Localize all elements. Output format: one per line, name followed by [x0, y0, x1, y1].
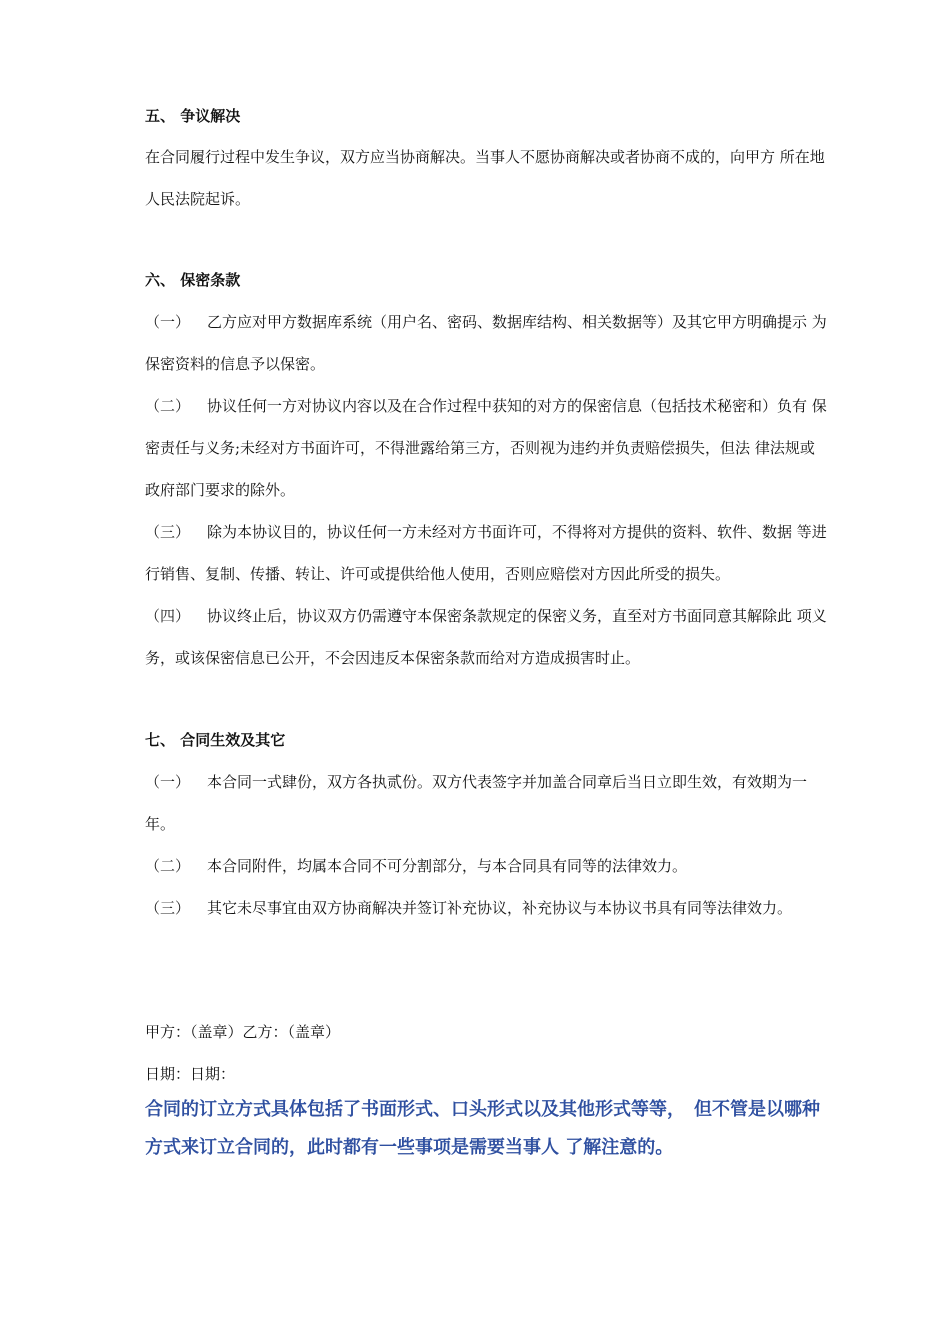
section-7-item-1-line-1	[145, 772, 873, 792]
section-5-heading: 五、 争议解决	[145, 107, 241, 125]
note-line-2: 方式来订立合同的，此时都有一些事项是需要当事人 了解注意的。	[145, 1137, 674, 1158]
section-6-item-4-line-1	[145, 606, 873, 626]
item-number: （四）	[145, 607, 191, 625]
section-6-heading: 六、 保密条款	[145, 271, 241, 289]
note-line-1: 合同的订立方式具体包括了书面形式、口头形式以及其他形式等等， 但不管是以哪种	[145, 1099, 820, 1120]
section-5-line-1: 在合同履行过程中发生争议，双方应当协商解决。当事人不愿协商解决或者协商不成的，向甲方 所在地	[145, 148, 825, 166]
section-6-item-2-line-1	[145, 396, 873, 416]
section-6-item-1-line-2: 保密资料的信息予以保密。	[145, 355, 326, 373]
item-text: 其它未尽事宜由双方协商解决并签订补充协议，补充协议与本协议书具有同等法律效力。	[207, 899, 793, 917]
section-6-item-1-line-1	[145, 312, 873, 332]
item-number: （一）	[145, 313, 191, 331]
item-text: 除为本协议目的，协议任何一方未经对方书面许可，不得将对方提供的资料、软件、数据 等进	[207, 523, 827, 541]
item-number: （二）	[145, 397, 191, 415]
item-text: 本合同一式肆份，双方各执贰份。双方代表签字并加盖合同章后当日立即生效，有效期为一	[207, 773, 808, 791]
item-number: （二）	[145, 857, 191, 875]
signature-dates: 日期：日期：	[145, 1065, 236, 1083]
section-6-item-3-line-1	[145, 522, 873, 542]
item-text: 本合同附件，均属本合同不可分割部分，与本合同具有同等的法律效力。	[207, 857, 688, 875]
item-text: 协议任何一方对协议内容以及在合作过程中获知的对方的保密信息（包括技术秘密和）负有 保	[207, 397, 827, 415]
item-number: （一）	[145, 773, 191, 791]
section-7-item-2-line-1	[145, 856, 873, 876]
item-number: （三）	[145, 523, 191, 541]
section-7-item-1-line-2: 年。	[145, 815, 176, 833]
section-6-item-2-line-2: 密责任与义务;未经对方书面许可，不得泄露给第三方，否则视为违约并负责赔偿损失，但法 律法规或	[145, 439, 815, 457]
item-number: （三）	[145, 899, 191, 917]
item-text: 乙方应对甲方数据库系统（用户名、密码、数据库结构、相关数据等）及其它甲方明确提示 为	[207, 313, 827, 331]
section-7-item-3-line-1	[145, 898, 873, 918]
section-6-item-2-line-3: 政府部门要求的除外。	[145, 481, 296, 499]
section-6-item-3-line-2: 行销售、复制、传播、转让、许可或提供给他人使用，否则应赔偿对方因此所受的损失。	[145, 565, 731, 583]
section-6-item-4-line-2: 务，或该保密信息已公开，不会因违反本保密条款而给对方造成损害时止。	[145, 649, 641, 667]
section-5-line-2: 人民法院起诉。	[145, 190, 251, 208]
signature-parties: 甲方：（盖章）乙方：（盖章）	[145, 1023, 341, 1041]
item-text: 协议终止后，协议双方仍需遵守本保密条款规定的保密义务，直至对方书面同意其解除此 项义	[207, 607, 827, 625]
section-7-heading: 七、 合同生效及其它	[145, 731, 286, 749]
